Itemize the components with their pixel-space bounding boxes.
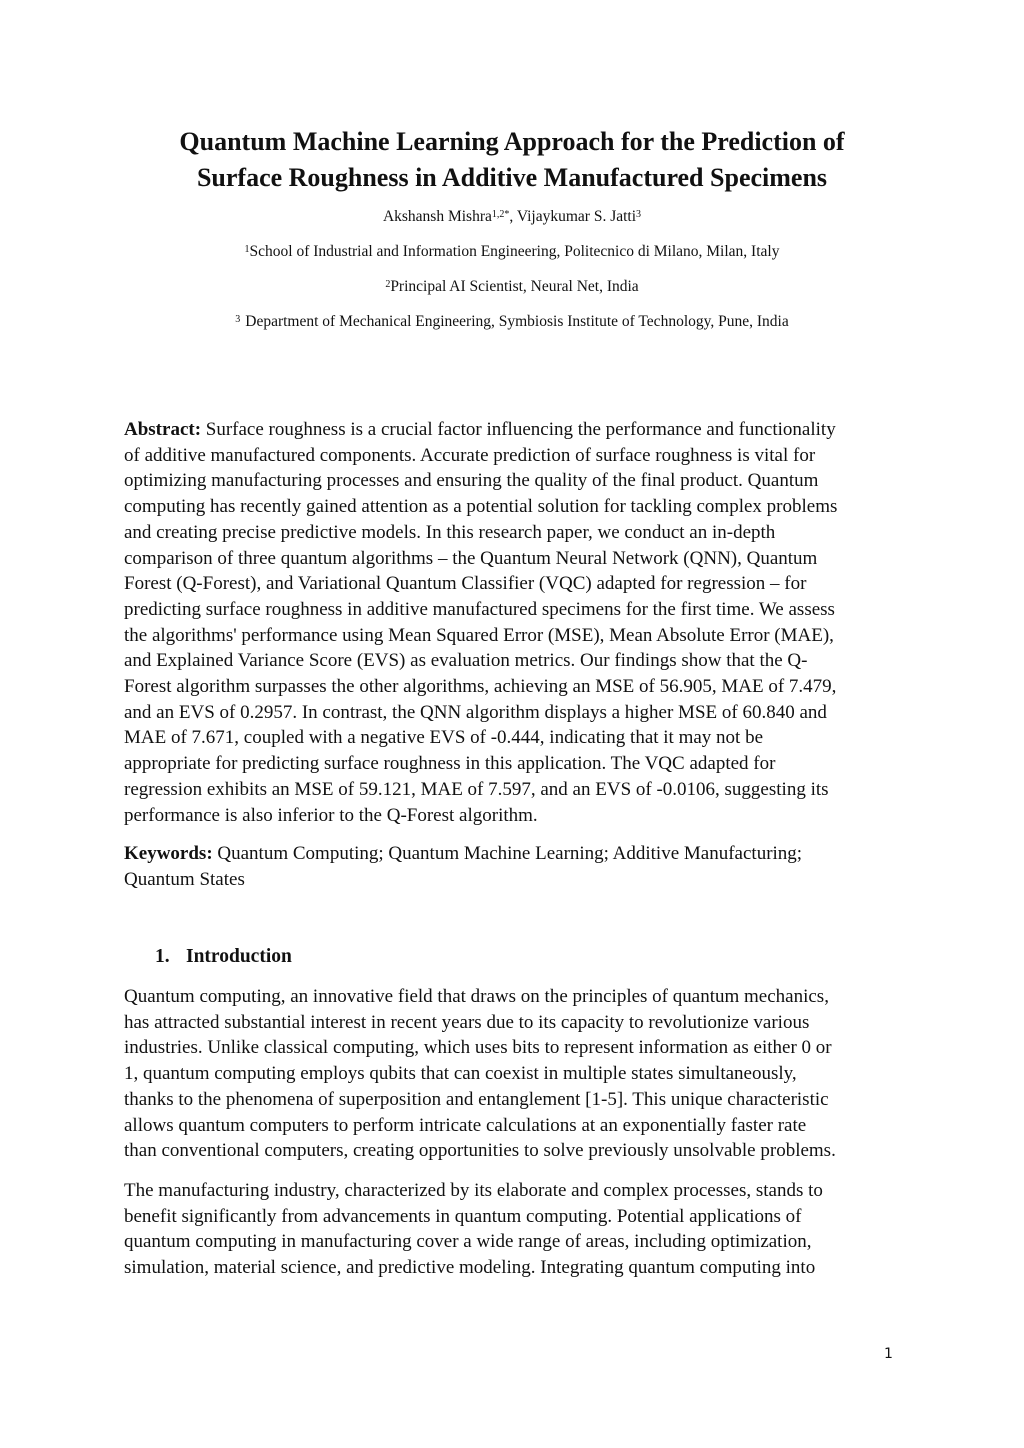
paragraph-line: The manufacturing industry, characterized by its elaborate and complex processes, stands to: [124, 1180, 823, 1201]
paragraph-line: simulation, material science, and predictive modeling. Integrating quantum computing into: [124, 1257, 816, 1279]
abstract-line: regression exhibits an MSE of 59.121, MAE of 7.597, and an EVS of -0.0106, suggesting its: [124, 778, 829, 800]
affiliation-text: School of Industrial and Information Engineering, Politecnico di Milano, Milan, Italy: [249, 243, 780, 260]
keywords-label: Keywords:: [124, 843, 213, 864]
title-line-1: Quantum Machine Learning Approach for the Prediction of: [179, 127, 845, 156]
section-number: 1.: [155, 946, 170, 967]
paragraph-line: thanks to the phenomena of superposition and entanglement [1-5]. This unique characteristic: [124, 1088, 829, 1110]
paragraph-line: than conventional computers, creating opportunities to solve previously unsolvable problems.: [124, 1140, 836, 1162]
title-line-2: Surface Roughness in Additive Manufactured Specimens: [196, 163, 828, 192]
intro-paragraph-1: [124, 984, 900, 1164]
paragraph-line: Quantum computing, an innovative field that draws on the principles of quantum mechanics,: [124, 986, 829, 1007]
abstract-text: Surface roughness is a crucial factor influencing the performance and functionality: [201, 419, 836, 440]
abstract-line: comparison of three quantum algorithms – the Quantum Neural Network (QNN), Quantum: [124, 547, 818, 569]
paper-title: [124, 124, 900, 196]
paragraph-line: industries. Unlike classical computing, which uses bits to represent information as either 0 or: [124, 1037, 832, 1059]
abstract-line: and creating precise predictive models. In this research paper, we conduct an in-depth: [124, 521, 776, 543]
abstract-line: predicting surface roughness in additive manufactured specimens for the first time. We assess: [124, 598, 835, 620]
section-heading-introduction: [155, 944, 292, 970]
affiliation-text: Department of Mechanical Engineering, Symbiosis Institute of Technology, Pune, India: [245, 313, 789, 330]
abstract: [124, 417, 900, 828]
intro-paragraph-2: [124, 1178, 900, 1281]
keywords-line: Quantum States: [124, 868, 245, 890]
affiliation-marker: 1: [244, 244, 250, 255]
abstract-line: performance is also inferior to the Q-Forest algorithm.: [124, 804, 538, 826]
paragraph-line: benefit significantly from advancements in quantum computing. Potential applications of: [124, 1205, 802, 1227]
affiliation-text: Principal AI Scientist, Neural Net, India: [390, 278, 639, 295]
abstract-line: of additive manufactured components. Accurate prediction of surface roughness is vital for: [124, 444, 816, 466]
affiliation-marker: 3: [235, 314, 241, 325]
abstract-line: computing has recently gained attention as a potential solution for tackling complex problems: [124, 496, 838, 518]
paragraph-line: 1, quantum computing employs qubits that can coexist in multiple states simultaneously,: [124, 1063, 797, 1085]
abstract-line: and an EVS of 0.2957. In contrast, the QNN algorithm displays a higher MSE of 60.840 and: [124, 701, 827, 723]
keywords-line: [124, 841, 900, 867]
author-affiliation-marker: 3: [636, 209, 642, 220]
abstract-line: and Explained Variance Score (EVS) as evaluation metrics. Our findings show that the Q-: [124, 650, 808, 672]
author-affiliation-marker: 1,2*: [491, 209, 510, 220]
page-number: 1: [884, 1346, 893, 1362]
affiliation-marker: 2: [385, 279, 391, 290]
abstract-line: MAE of 7.671, coupled with a negative EVS of -0.444, indicating that it may not be: [124, 727, 764, 749]
paragraph-line: allows quantum computers to perform intricate calculations at an exponentially faster rate: [124, 1114, 807, 1136]
abstract-line: the algorithms' performance using Mean Squared Error (MSE), Mean Absolute Error (MAE),: [124, 624, 834, 646]
author-name: Akshansh Mishra: [382, 208, 492, 225]
section-title: Introduction: [186, 946, 292, 967]
affiliation-2: [124, 277, 900, 297]
abstract-line: Forest (Q-Forest), and Variational Quantum Classifier (VQC) adapted for regression – for: [124, 573, 807, 595]
author-separator: ,: [509, 208, 517, 225]
author-name: Vijaykumar S. Jatti: [516, 208, 637, 225]
abstract-line: optimizing manufacturing processes and ensuring the quality of the final product. Quantum: [124, 470, 819, 492]
paragraph-line: quantum computing in manufacturing cover a wide range of areas, including optimization,: [124, 1231, 812, 1253]
abstract-label: Abstract:: [124, 419, 202, 440]
affiliation-3: [124, 312, 900, 332]
author-list: [124, 207, 900, 227]
abstract-line: Forest algorithm surpasses the other algorithms, achieving an MSE of 56.905, MAE of 7.479,: [124, 676, 837, 698]
abstract-line: [124, 417, 900, 443]
affiliation-1: [124, 242, 900, 262]
keywords-text: Quantum Computing; Quantum Machine Learning; Additive Manufacturing;: [212, 843, 803, 864]
abstract-line: appropriate for predicting surface roughness in this application. The VQC adapted for: [124, 753, 776, 775]
keywords: [124, 841, 900, 892]
paragraph-line: has attracted substantial interest in recent years due to its capacity to revolutionize various: [124, 1011, 810, 1033]
